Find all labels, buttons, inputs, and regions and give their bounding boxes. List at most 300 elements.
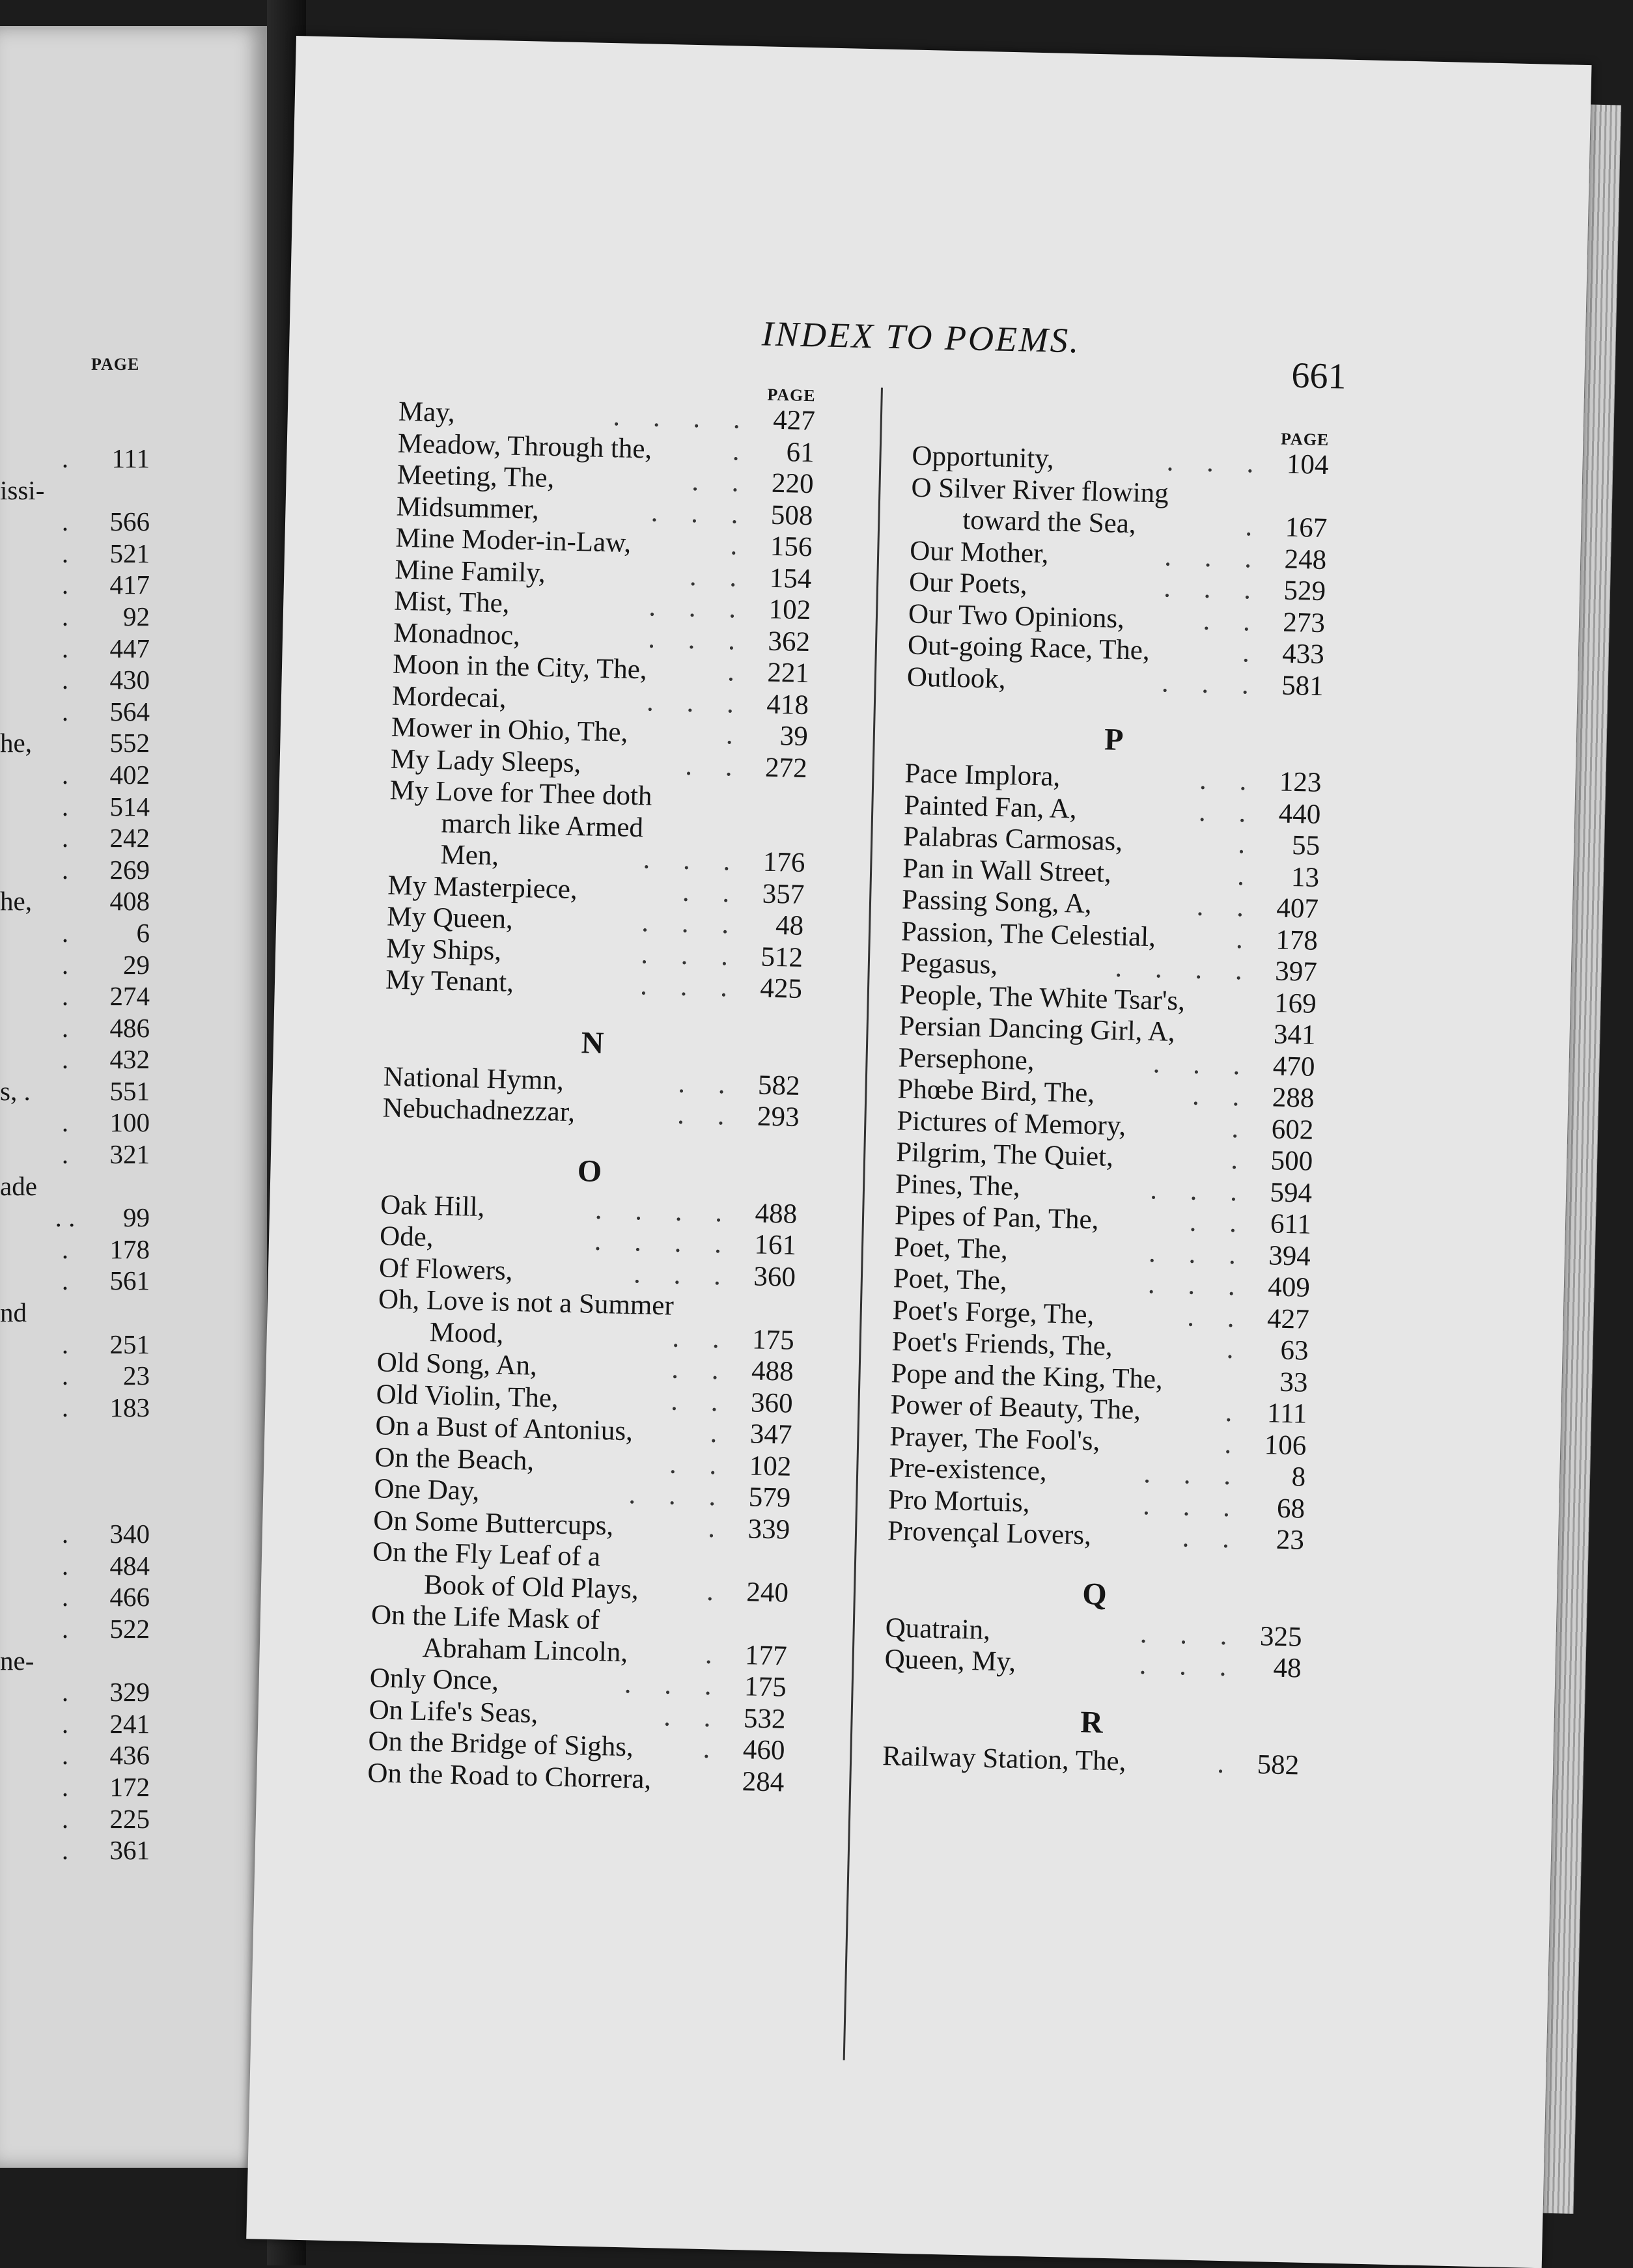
facing-entry-page-number: 408 [109, 886, 150, 917]
facing-entry-page-number: 241 [109, 1708, 150, 1739]
facing-index-row [0, 1518, 150, 1550]
leader-dots: . . [1186, 1301, 1248, 1334]
entry-title: May, [398, 396, 456, 428]
entry-title: Out-going Race, The, [907, 629, 1151, 666]
entry-title: Pictures of Memory, [896, 1105, 1126, 1141]
entry-page-number: 273 [1282, 607, 1326, 639]
entry-page-number: 602 [1271, 1113, 1314, 1146]
leader-dots: . [1226, 1333, 1248, 1365]
facing-page-index-list [0, 443, 150, 1866]
leader-dots: . [61, 601, 69, 631]
leader-dots: . . [671, 1353, 733, 1386]
leader-dots: . . [682, 876, 743, 909]
entry-page-number: 102 [768, 594, 811, 626]
leader-dots: . . . . [594, 1225, 735, 1260]
leader-dots: . . [1199, 764, 1260, 797]
leader-dots: . [61, 917, 69, 948]
entry-page-number: 161 [754, 1229, 797, 1261]
facing-entry-page-number: 242 [109, 823, 150, 853]
leader-dots: . . . . [594, 1194, 736, 1228]
facing-entry-fragment: he, [0, 728, 32, 758]
facing-entry-page-number: 486 [109, 1012, 150, 1043]
entry-page-number: 427 [772, 404, 816, 437]
facing-entry-page-number: 522 [109, 1613, 150, 1644]
entry-title: Midsummer, [396, 491, 540, 525]
leader-dots: . [1225, 1396, 1246, 1428]
leader-dots: . . . [639, 970, 741, 1003]
entry-page-number: 582 [1257, 1749, 1300, 1781]
leader-dots: . [61, 1044, 69, 1075]
leader-dots: . . [1196, 891, 1257, 923]
entry-title: Poet's Friends, The, [891, 1326, 1113, 1362]
entry-title: One Day, [373, 1473, 480, 1506]
entry-page-number: 500 [1270, 1145, 1313, 1177]
facing-entry-page-number: 566 [109, 506, 150, 537]
facing-index-row [0, 1613, 150, 1645]
facing-index-row [0, 1803, 150, 1835]
facing-index-row [0, 1265, 150, 1297]
entry-page-number: 48 [1272, 1652, 1302, 1684]
leader-dots: . [61, 696, 69, 726]
entry-title: march like Armed [441, 807, 644, 843]
leader-dots: . [61, 981, 69, 1012]
leader-dots: . . . [628, 1479, 729, 1512]
facing-index-row [0, 1012, 150, 1044]
entry-title: Pre-existence, [888, 1452, 1048, 1487]
entry-page-number: 425 [759, 973, 803, 1004]
entry-title: My Queen, [386, 901, 514, 935]
entry-page-number: 532 [743, 1702, 787, 1735]
facing-index-row [0, 1676, 150, 1708]
entry-page-number: 508 [770, 499, 814, 531]
entry-title: Moon in the City, The, [392, 648, 648, 685]
facing-index-row [0, 1771, 150, 1803]
entry-page-number: 272 [764, 752, 808, 784]
leader-dots: . . . [1163, 572, 1264, 605]
leader-dots: . [732, 435, 753, 467]
entry-title: My Love for Thee doth [389, 775, 653, 812]
leader-dots: . . [677, 1068, 739, 1100]
entry-page-number: 357 [762, 878, 805, 910]
facing-index-row [0, 1329, 150, 1361]
facing-entry-page-number: 466 [109, 1582, 150, 1612]
facing-entry-page-number: 92 [123, 601, 150, 631]
leader-dots: . [705, 1639, 726, 1670]
entry-page-number: 104 [1286, 449, 1329, 481]
index-column-left [367, 377, 816, 1799]
facing-entry-page-number: 361 [109, 1835, 150, 1866]
entry-page-number: 579 [748, 1482, 791, 1514]
leader-dots: . [61, 1613, 69, 1644]
entry-title: Poet, The, [893, 1263, 1008, 1297]
entry-page-number: 594 [1270, 1176, 1313, 1209]
facing-index-row [0, 664, 150, 696]
entry-title: Passion, The Celestial, [900, 915, 1156, 952]
facing-entry-page-number: 172 [109, 1771, 150, 1802]
leader-dots: . . . . [1115, 952, 1256, 986]
entry-title: Queen, My, [884, 1644, 1016, 1678]
facing-index-row [0, 1739, 150, 1771]
leader-dots: . [61, 1012, 69, 1043]
page-column-label: PAGE [767, 385, 816, 406]
facing-entry-page-number: 561 [109, 1265, 150, 1296]
facing-index-row [0, 1581, 150, 1613]
leader-dots: . . [691, 465, 753, 499]
entry-page-number: 102 [749, 1450, 792, 1482]
facing-index-row [0, 759, 150, 791]
leader-dots: . . . [1166, 446, 1268, 479]
facing-entry-page-number: 6 [136, 917, 150, 948]
leader-dots: . . . [633, 1258, 734, 1292]
entry-page-number: 156 [770, 531, 813, 563]
facing-entry-fragment: ne- [0, 1645, 35, 1676]
entry-title: Persephone, [898, 1042, 1035, 1076]
leader-dots: . [61, 854, 69, 885]
entry-page-number: 167 [1285, 512, 1328, 544]
entry-page-number: 347 [749, 1418, 792, 1450]
leader-dots: . [730, 530, 751, 562]
entry-page-number: 8 [1291, 1461, 1306, 1493]
facing-entry-page-number: 23 [123, 1361, 150, 1391]
leader-dots: . [61, 1835, 69, 1866]
entry-page-number: 55 [1291, 830, 1320, 861]
entry-page-number: 427 [1266, 1303, 1310, 1335]
facing-entry-page-number: 402 [109, 759, 150, 790]
facing-entry-page-number: 432 [109, 1044, 150, 1075]
leader-dots: . . . [648, 591, 749, 624]
entry-page-number: 33 [1279, 1366, 1308, 1398]
index-column-right [882, 421, 1330, 1782]
entry-title: Prayer, The Fool's, [889, 1420, 1100, 1457]
entry-title: Poet, The, [893, 1231, 1009, 1265]
entry-page-number: 409 [1267, 1271, 1311, 1303]
entry-title: National Hymn, [383, 1060, 565, 1096]
entry-title: O Silver River flowing [910, 472, 1169, 509]
leader-dots: . . . [1161, 667, 1263, 700]
entry-page-number: 433 [1281, 638, 1325, 671]
facing-entry-page-number: 29 [123, 949, 150, 980]
entry-page-number: 175 [744, 1671, 787, 1703]
facing-entry-fragment: s, . [0, 1075, 31, 1106]
facing-entry-page-number: 551 [109, 1075, 150, 1106]
section-letter-heading: Q [1082, 1576, 1108, 1612]
entry-page-number: 63 [1280, 1335, 1309, 1366]
facing-index-row [0, 1455, 150, 1487]
entry-title: Passing Song, A, [901, 884, 1093, 920]
facing-index-row [0, 633, 150, 665]
entry-title: Book of Old Plays, [423, 1569, 639, 1605]
entry-title: Painted Fan, A, [903, 789, 1078, 824]
facing-entry-page-number: 329 [109, 1677, 150, 1708]
facing-index-row [0, 475, 150, 506]
entry-title: Railway Station, The, [882, 1740, 1126, 1777]
entry-title: My Ships, [385, 933, 502, 967]
entry-page-number: 111 [1266, 1398, 1307, 1430]
facing-index-row [0, 601, 150, 633]
facing-entry-page-number: 321 [109, 1139, 150, 1170]
entry-page-number: 68 [1276, 1493, 1305, 1525]
facing-entry-page-number: 251 [109, 1329, 150, 1359]
entry-title: Oh, Love is not a Summer [378, 1284, 675, 1321]
entry-page-number: 293 [757, 1101, 800, 1133]
entry-title: Pines, The, [895, 1168, 1021, 1202]
leader-dots: . . . [650, 497, 752, 530]
leader-dots: . [61, 570, 69, 600]
entry-page-number: 176 [762, 846, 805, 879]
leader-dots: . [61, 1361, 69, 1391]
entry-title: On a Bust of Antonius, [375, 1410, 634, 1447]
entry-page-number: 397 [1274, 956, 1318, 988]
entry-page-number: 339 [747, 1513, 790, 1545]
facing-index-row [0, 1044, 150, 1075]
entry-title: Mood, [429, 1316, 504, 1349]
facing-page [0, 26, 267, 2168]
leader-dots: . [61, 633, 69, 663]
leader-dots: . . . [643, 844, 744, 877]
entry-title: On the Beach, [374, 1441, 535, 1476]
leader-dots: . [725, 719, 747, 751]
leader-dots: . . [684, 750, 746, 782]
leader-dots: . . . [1142, 1489, 1244, 1523]
entry-title: Meeting, The, [397, 459, 555, 494]
leader-dots: . [61, 443, 69, 473]
entry-page-number: 460 [742, 1734, 785, 1766]
facing-entry-page-number: 436 [109, 1740, 150, 1771]
entry-title: Mine Family, [394, 554, 546, 588]
leader-dots: . [61, 949, 69, 980]
entry-page-number: 394 [1268, 1239, 1311, 1272]
entry-title: Old Song, An, [376, 1347, 538, 1381]
facing-index-row [0, 1202, 150, 1234]
entry-page-number: 611 [1270, 1208, 1312, 1240]
index-entries-right [882, 441, 1329, 1782]
entry-title: Oak Hill, [380, 1189, 485, 1223]
leader-dots: . . [669, 1448, 730, 1481]
column-divider [843, 388, 883, 2060]
entry-page-number: 360 [750, 1387, 794, 1419]
leader-dots: . [61, 1519, 69, 1549]
leader-dots: . [61, 1107, 69, 1138]
facing-index-row [0, 1645, 150, 1677]
facing-entry-page-number: 111 [111, 443, 150, 473]
facing-index-row [0, 696, 150, 728]
entry-page-number: 39 [779, 721, 809, 753]
facing-index-row [0, 854, 150, 886]
entry-title: Opportunity, [912, 440, 1055, 475]
entry-title: My Tenant, [385, 964, 514, 998]
entry-title: Quatrain, [885, 1612, 991, 1646]
facing-index-row [0, 538, 150, 570]
leader-dots: . [61, 538, 69, 568]
facing-entry-fragment: he, [0, 886, 32, 917]
facing-entry-page-number: 430 [109, 665, 150, 695]
leader-dots: . [61, 1550, 69, 1581]
entry-title: My Lady Sleeps, [390, 743, 581, 779]
leader-dots: . [1244, 511, 1266, 542]
facing-index-row [0, 1170, 150, 1202]
facing-entry-page-number: 183 [109, 1392, 150, 1422]
entry-title: Pan in Wall Street, [902, 852, 1112, 889]
entry-title: Pro Mortuis, [887, 1484, 1031, 1518]
entry-page-number: 106 [1264, 1429, 1307, 1461]
entry-page-number: 581 [1281, 670, 1324, 702]
facing-index-row [0, 1075, 150, 1107]
entry-title: Meadow, Through the, [397, 428, 652, 465]
leader-dots: . [61, 1392, 69, 1422]
facing-index-row [0, 1834, 150, 1866]
facing-entry-page-number: 552 [109, 728, 150, 758]
entry-page-number: 61 [786, 436, 815, 468]
facing-index-row [0, 1550, 150, 1582]
entry-page-number: 341 [1273, 1019, 1317, 1051]
facing-entry-fragment: nd [0, 1297, 27, 1328]
facing-index-row [0, 949, 150, 981]
leader-dots: . [61, 506, 69, 537]
facing-index-row [0, 1297, 150, 1329]
entry-page-number: 418 [766, 689, 809, 721]
leader-dots: . . [1198, 796, 1259, 829]
facing-index-row [0, 1487, 150, 1519]
leader-dots: . . . . [613, 401, 754, 436]
leader-dots: . [61, 1139, 69, 1170]
entry-page-number: 221 [766, 657, 810, 689]
facing-index-row [0, 917, 150, 949]
facing-index-row [0, 1234, 150, 1265]
facing-entry-page-number: 417 [109, 570, 150, 600]
entry-title: On Some Buttercups, [372, 1504, 614, 1542]
facing-entry-page-number: 100 [109, 1107, 150, 1138]
entry-title: Mine Moder-in-Law, [395, 522, 632, 559]
leader-dots: . . . [647, 623, 749, 656]
entry-page-number: 23 [1276, 1524, 1305, 1556]
leader-dots: . . [670, 1385, 732, 1418]
leader-dots: . [707, 1512, 729, 1544]
entry-page-number: 248 [1284, 544, 1327, 575]
facing-index-row [0, 506, 150, 538]
leader-dots: . [1230, 1144, 1251, 1176]
leader-dots: . [61, 1803, 69, 1834]
entry-page-number: 169 [1274, 987, 1317, 1019]
entry-page-number: 240 [746, 1576, 789, 1609]
entry-title: Mordecai, [391, 680, 507, 714]
facing-index-row [0, 1708, 150, 1740]
entry-title: Pace Implora, [904, 758, 1061, 792]
leader-dots: . [61, 1708, 69, 1739]
section-letter-heading: P [1104, 722, 1124, 758]
leader-dots: . [61, 1265, 69, 1296]
entry-page-number: 582 [757, 1070, 801, 1101]
entry-title: On Life's Seas, [369, 1694, 538, 1729]
leader-dots: . [706, 1575, 727, 1607]
entry-title: Poet's Forge, The, [892, 1294, 1095, 1330]
facing-index-row [0, 1360, 150, 1392]
entry-page-number: 284 [742, 1765, 785, 1798]
entry-page-number: 512 [761, 941, 803, 973]
leader-dots: . [61, 791, 69, 822]
entry-title: Abraham Lincoln, [422, 1632, 628, 1668]
entry-title: Phœbe Bird, The, [897, 1073, 1095, 1109]
entry-page-number: 288 [1272, 1082, 1315, 1114]
facing-entry-page-number: 514 [109, 791, 150, 822]
facing-index-row [0, 1392, 150, 1424]
entry-title: Persian Dancing Girl, A, [899, 1010, 1176, 1048]
facing-entry-page-number: 178 [109, 1234, 150, 1264]
leader-dots: . . . [1139, 1618, 1241, 1652]
leader-dots: . . . [641, 907, 742, 940]
leader-dots: . . [1203, 605, 1264, 637]
entry-title: Mower in Ohio, The, [391, 712, 628, 748]
facing-entry-fragment: issi- [0, 475, 45, 505]
leader-dots: . [61, 665, 69, 695]
leader-dots: . . [1189, 1206, 1250, 1239]
facing-index-row [0, 1139, 150, 1170]
leader-dots: . . [671, 1322, 733, 1355]
entry-page-number: 360 [753, 1260, 796, 1293]
entry-page-number: 177 [744, 1639, 788, 1672]
entry-title: Pope and the King, The, [891, 1357, 1164, 1395]
leader-dots: . . [663, 1700, 725, 1734]
entry-title: On the Bridge of Sighs, [368, 1726, 634, 1763]
entry-page-number: 488 [755, 1197, 798, 1230]
entry-page-number: 529 [1283, 575, 1326, 607]
entry-title: Monadnoc, [393, 617, 521, 651]
leader-dots: . [727, 656, 748, 687]
leader-dots: . [61, 1582, 69, 1612]
facing-entry-page-number: 99 [123, 1202, 150, 1233]
facing-entry-page-number: 269 [109, 854, 150, 885]
leader-dots: . . [1192, 1080, 1253, 1113]
facing-index-row [0, 822, 150, 854]
entry-page-number: 13 [1291, 861, 1320, 893]
leader-dots: . [1235, 923, 1257, 955]
facing-index-row [0, 1107, 150, 1139]
entry-title: On the Road to Chorrera, [367, 1757, 652, 1795]
entry-page-number: 154 [769, 562, 812, 594]
facing-entry-fragment: ade [0, 1170, 37, 1201]
entry-page-number: 325 [1259, 1620, 1303, 1653]
facing-index-row [0, 727, 150, 759]
leader-dots: . [1216, 1748, 1238, 1779]
facing-entry-page-number: 225 [109, 1803, 150, 1834]
entry-page-number: 123 [1279, 766, 1322, 799]
entry-title: Palabras Carmosas, [902, 821, 1123, 857]
facing-page-page-label: PAGE [91, 355, 140, 374]
entry-title: My Masterpiece, [387, 870, 578, 905]
entry-title: Mist, The, [393, 585, 510, 619]
facing-index-row [0, 443, 150, 475]
entry-title: Of Flowers, [378, 1252, 514, 1286]
facing-entry-page-number: 340 [109, 1519, 150, 1549]
section-letter-heading: R [1080, 1704, 1104, 1740]
page-column-label: PAGE [1280, 429, 1330, 450]
facing-index-row [0, 791, 150, 823]
entry-page-number: 48 [775, 910, 804, 942]
leader-dots: . . . [1152, 1047, 1254, 1081]
leader-dots: . . [677, 1099, 738, 1131]
leader-dots: . [61, 1234, 69, 1264]
leader-dots: . . . [1139, 1650, 1240, 1683]
leader-dots: . [61, 1329, 69, 1359]
leader-dots: . [61, 1771, 69, 1802]
entry-title: Ode, [379, 1221, 434, 1253]
entry-page-number: 488 [751, 1355, 794, 1387]
facing-entry-page-number: 447 [109, 633, 150, 663]
section-letter-heading: O [577, 1153, 602, 1189]
entry-page-number: 407 [1276, 892, 1319, 924]
leader-dots: . . . [646, 685, 747, 719]
entry-title: Outlook, [906, 661, 1007, 695]
leader-dots: . . . [1147, 1269, 1249, 1302]
